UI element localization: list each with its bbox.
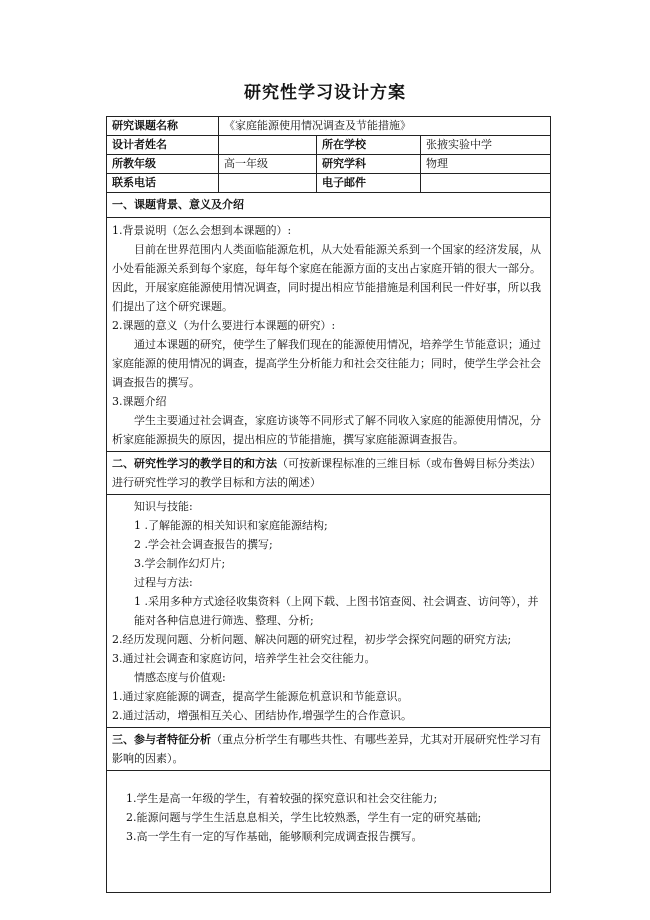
section2-heading-row: [107, 452, 551, 495]
section1-body-row: [107, 218, 551, 452]
participant-item-2: 2.能源问题与学生生活息息相关，学生比较熟悉，学生有一定的研究基础;: [126, 811, 482, 824]
grade-value: 高一年级: [219, 155, 317, 174]
subject-value: 物理: [421, 155, 551, 174]
background-text: 目前在世界范围内人类面临能源危机，从大处看能源关系到一个国家的经济发展，从小处看能源关系到每个家庭，每年每个家庭在能源方面的支出占家庭开销的很大一部分。因此，开展家庭能源使用情况调查，同时提出相应节能措施是利国利民一件好事，所以我们提出了这个研究课题。: [112, 243, 541, 313]
process-item-2: 2.经历发现问题、分析问题、解决问题的研究过程，初步学会探究问题的研究方法;: [112, 633, 512, 646]
section1-heading-row: [107, 193, 551, 218]
section2-heading-title: 二、研究性学习的教学目的和方法: [112, 457, 277, 470]
designer-label: 设计者姓名: [107, 136, 219, 155]
design-plan-table: [106, 116, 551, 893]
designer-row: [107, 136, 551, 155]
contact-row: [107, 174, 551, 193]
introduction-text: 学生主要通过社会调查，家庭访谈等不同形式了解不同收入家庭的能源使用情况，分析家庭能源损失的原因，提出相应的节能措施，撰写家庭能源调查报告。: [112, 414, 541, 446]
email-value: [421, 174, 551, 193]
attitude-item-1: 1.通过家庭能源的调查，提高学生能源危机意识和节能意识。: [112, 690, 409, 703]
section3-body: [107, 771, 551, 893]
phone-label: 联系电话: [107, 174, 219, 193]
significance-text: 通过本课题的研究，使学生了解我们现在的能源使用情况，培养学生节能意识；通过家庭能源的使用情况的调查，提高学生分析能力和社会交往能力；同时，使学生学会社会调查报告的撰写。: [112, 338, 541, 389]
section2-heading-note: （可按新课程标准的三维目标（或布鲁姆目标分类法）进行研究性学习的教学目标和方法的阐述）: [112, 457, 541, 489]
school-label: 所在学校: [317, 136, 421, 155]
participant-item-3: 3.高一学生有一定的写作基础，能够顺利完成调查报告撰写。: [126, 830, 423, 843]
section2-heading: [107, 452, 551, 495]
participant-item-1: 1.学生是高一年级的学生，有着较强的探究意识和社会交往能力;: [126, 792, 438, 805]
knowledge-item-2: 2 .学会社会调查报告的撰写;: [134, 538, 273, 551]
section3-heading-note: （重点分析学生有哪些共性、有哪些差异，尤其对开展研究性学习有影响的因素）。: [112, 733, 541, 765]
background-title: 1.背景说明（怎么会想到本课题的）:: [112, 224, 292, 237]
significance-title: 2.课题的意义（为什么要进行本课题的研究）:: [112, 319, 336, 332]
knowledge-item-1: 1 .了解能源的相关知识和家庭能源结构;: [134, 519, 328, 532]
knowledge-item-3: 3.学会制作幻灯片;: [134, 557, 226, 570]
attitude-title: 情感态度与价值观:: [134, 671, 226, 684]
topic-label: 研究课题名称: [107, 117, 219, 136]
section1-heading: 一、课题背景、意义及介绍: [107, 193, 551, 218]
designer-value: [219, 136, 317, 155]
introduction-title: 3.课题介绍: [112, 395, 167, 408]
email-label: 电子邮件: [317, 174, 421, 193]
phone-value: [219, 174, 317, 193]
page-title: 研究性学习设计方案: [244, 83, 406, 103]
section1-body: [107, 218, 551, 452]
topic-value: 《家庭能源使用情况调查及节能措施》: [219, 117, 551, 136]
process-item-1: 1 .采用多种方式途径收集资料（上网下载、上图书馆查阅、社会调查、访问等），并能对各种信息进行筛选、整理、分析;: [134, 595, 539, 627]
section2-body: [107, 495, 551, 728]
grade-label: 所教年级: [107, 155, 219, 174]
knowledge-title: 知识与技能:: [134, 500, 193, 513]
section3-heading: [107, 728, 551, 771]
section2-body-row: [107, 495, 551, 728]
attitude-item-2: 2.通过活动，增强相互关心、团结协作,增强学生的合作意识。: [112, 709, 412, 722]
subject-label: 研究学科: [317, 155, 421, 174]
grade-row: [107, 155, 551, 174]
topic-row: [107, 117, 551, 136]
section3-body-row: [107, 771, 551, 893]
school-value: 张掖实验中学: [421, 136, 551, 155]
process-item-3: 3.通过社会调查和家庭访问，培养学生社会交往能力。: [112, 652, 376, 665]
process-title: 过程与方法:: [134, 576, 193, 589]
section3-heading-row: [107, 728, 551, 771]
section3-heading-title: 三、参与者特征分析: [112, 733, 211, 746]
